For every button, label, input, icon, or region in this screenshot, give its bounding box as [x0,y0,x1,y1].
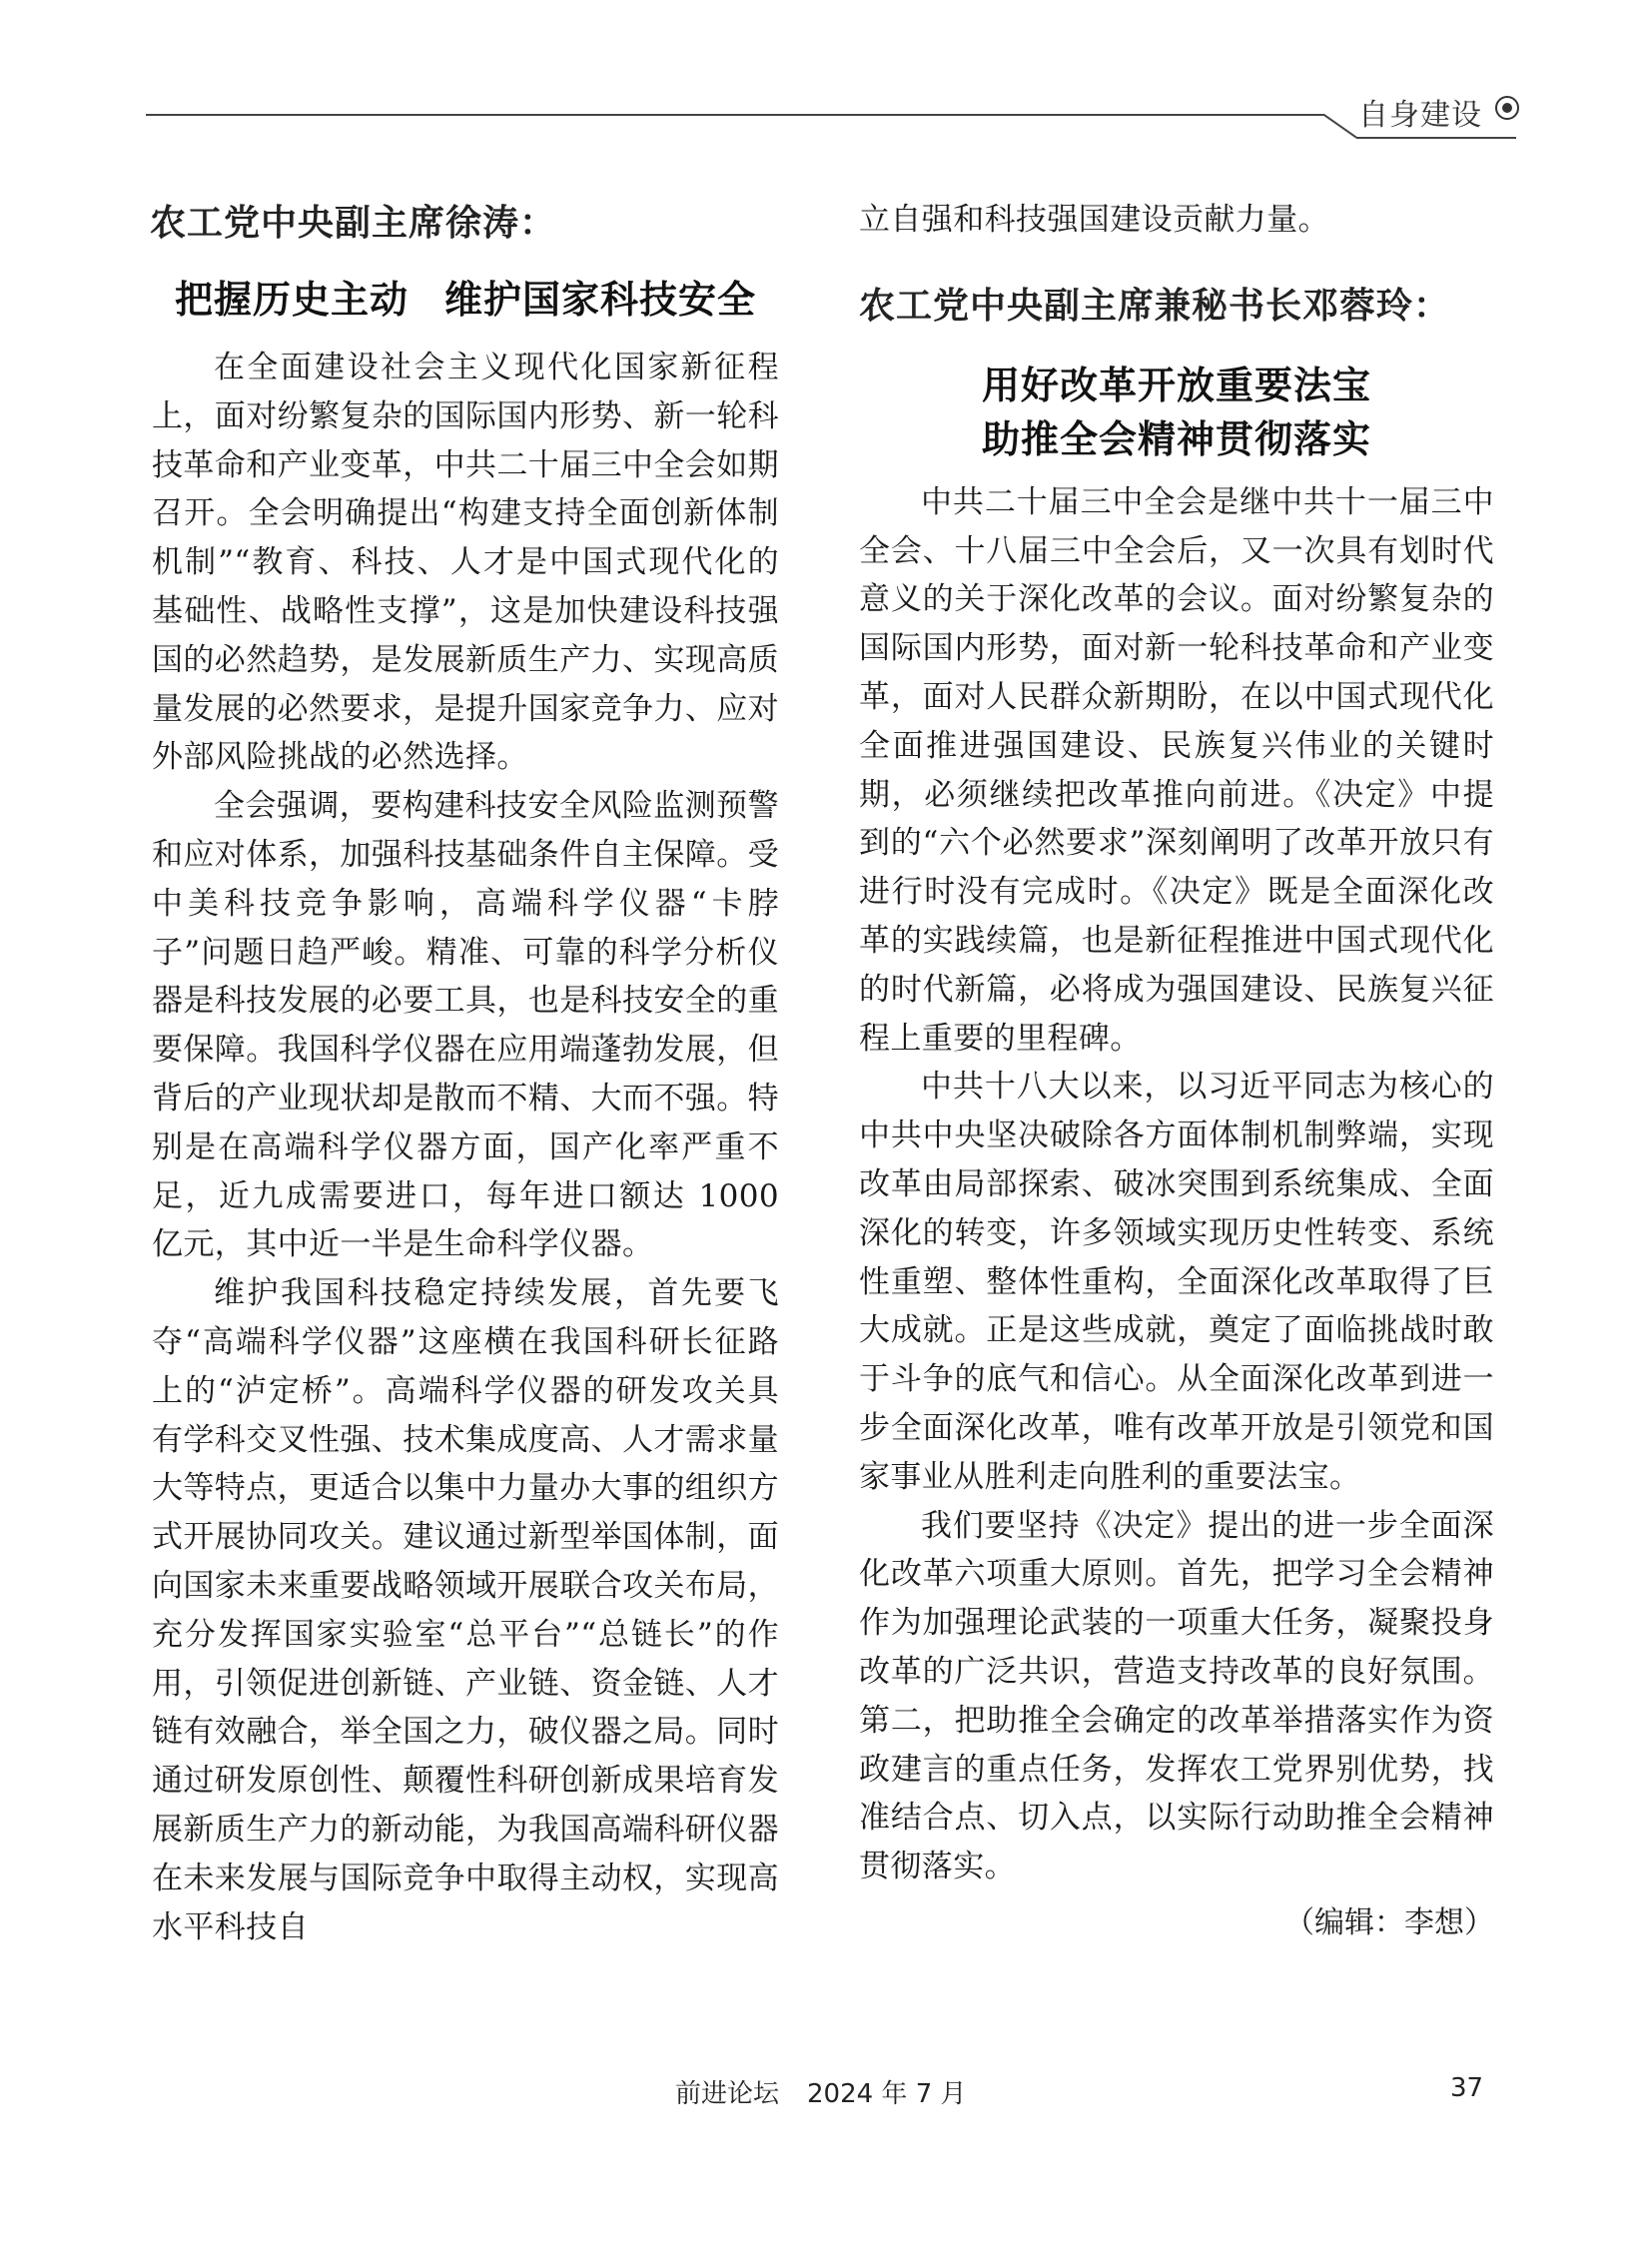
left-speaker: 农工党中央副主席徐涛： [150,203,557,244]
footer-page-number: 37 [1450,2073,1484,2103]
footer-publication: 前进论坛 [675,2079,780,2109]
header-rule [146,114,1324,116]
right-paragraph-2: 中共十八大以来，以习近平同志为核心的中共中央坚决破除各方面体制机制弊端，实现改革由局部探索、破冰突围到系统集成、全面深化的转变，许多领域实现历史性转变、系统性重塑、整体性重构，全面深化改革取得了巨大成就。正是这些成就，奠定了面临挑战时敢于斗争的底气和信心。从全面深化改革到进一步全面深化改革，唯有改革开放是引领党和国家事业从胜利走向胜利的重要法宝。 [859,1069,1494,1495]
right-headline [859,359,1494,466]
editor-credit: （编辑：李想） [1284,1904,1494,1940]
right-headline-line1: 用好改革开放重要法宝 [981,363,1371,407]
right-speaker: 农工党中央副主席兼秘书长邓蓉玲： [859,285,1451,327]
left-headline [152,272,779,328]
left-headline-part2: 维护国家科技安全 [444,278,757,322]
target-icon [1495,96,1519,120]
left-paragraph-1: 在全面建设社会主义现代化国家新征程上，面对纷繁复杂的国际国内形势、新一轮科技革命和产业变革，中共二十届三中全会如期召开。全会明确提出“构建支持全面创新体制机制”“教育、科技、人才是中国式现代化的基础性、战略性支撑”，这是加快建设科技强国的必然趋势，是发展新质生产力、实现高质量发展的必然要求，是提升国家竞争力、应对外部风险挑战的必然选择。 [152,350,779,776]
left-headline-part1: 把握历史主动 [174,278,409,322]
section-label: 自身建设 [1358,98,1482,133]
left-column [152,198,779,1951]
right-continuation: 立自强和科技强国建设贡献力量。 [859,202,1329,238]
header-rule-right [1356,137,1516,139]
right-paragraph-1: 中共二十届三中全会是继中共十一届三中全会、十八届三中全会后，又一次具有划时代意义的关于深化改革的会议。面对纷繁复杂的国际国内形势，面对新一轮科技革命和产业变革，面对人民群众新期盼，在以中国式现代化全面推进强国建设、民族复兴伟业的关键时期，必须继续把改革推向前进。《决定》中提到的“六个必然要求”深刻阐明了改革开放只有进行时没有完成时。《决定》既是全面深化改革的实践续篇，也是新征程推进中国式现代化的时代新篇，必将成为强国建设、民族复兴征程上重要的里程碑。 [859,483,1494,1057]
header-rule-slant [1323,114,1357,139]
left-paragraph-2: 全会强调，要构建科技安全风险监测预警和应对体系，加强科技基础条件自主保障。受中美科技竞争影响，高端科学仪器“卡脖子”问题日趋严峻。精准、可靠的科学分析仪器是科技发展的必要工具，也是科技安全的重要保障。我国科学仪器在应用端蓬勃发展，但背后的产业现状却是散而不精、大而不强。特别是在高端科学仪器方面，国产化率严重不足，近九成需要进口，每年进口额达 1000 亿元，其中近一半是生命科学仪器。 [152,788,779,1263]
right-paragraph-3: 我们要坚持《决定》提出的进一步全面深化改革六项重大原则。首先，把学习全会精神作为加强理论武装的一项重大任务，凝聚投身改革的广泛共识，营造支持改革的良好氛围。第二，把助推全会确定的改革举措落实作为资政建言的重点任务，发挥农工党界别优势，找准结合点、切入点，以实际行动助推全会精神贯彻落实。 [859,1507,1494,1885]
footer-date: 2024 年 7 月 [807,2079,967,2109]
left-paragraph-3: 维护我国科技稳定持续发展，首先要飞夺“高端科学仪器”这座横在我国科研长征路上的“泸定桥”。高端科学仪器的研发攻关具有学科交叉性强、技术集成度高、人才需求量大等特点，更适合以集中力量办大事的组织方式开展协同攻关。建议通过新型举国体制，面向国家未来重要战略领域开展联合攻关布局，充分发挥国家实验室“总平台”“总链长”的作用，引领促进创新链、产业链、资金链、人才链有效融合，举全国之力，破仪器之局。同时通过研发原创性、颠覆性科研创新成果培育发展新质生产力的新动能，为我国高端科研仪器在未来发展与国际竞争中取得主动权，实现高水平科技自 [152,1275,779,1945]
right-headline-line2: 助推全会精神贯彻落实 [981,416,1371,461]
right-column [859,198,1494,1945]
